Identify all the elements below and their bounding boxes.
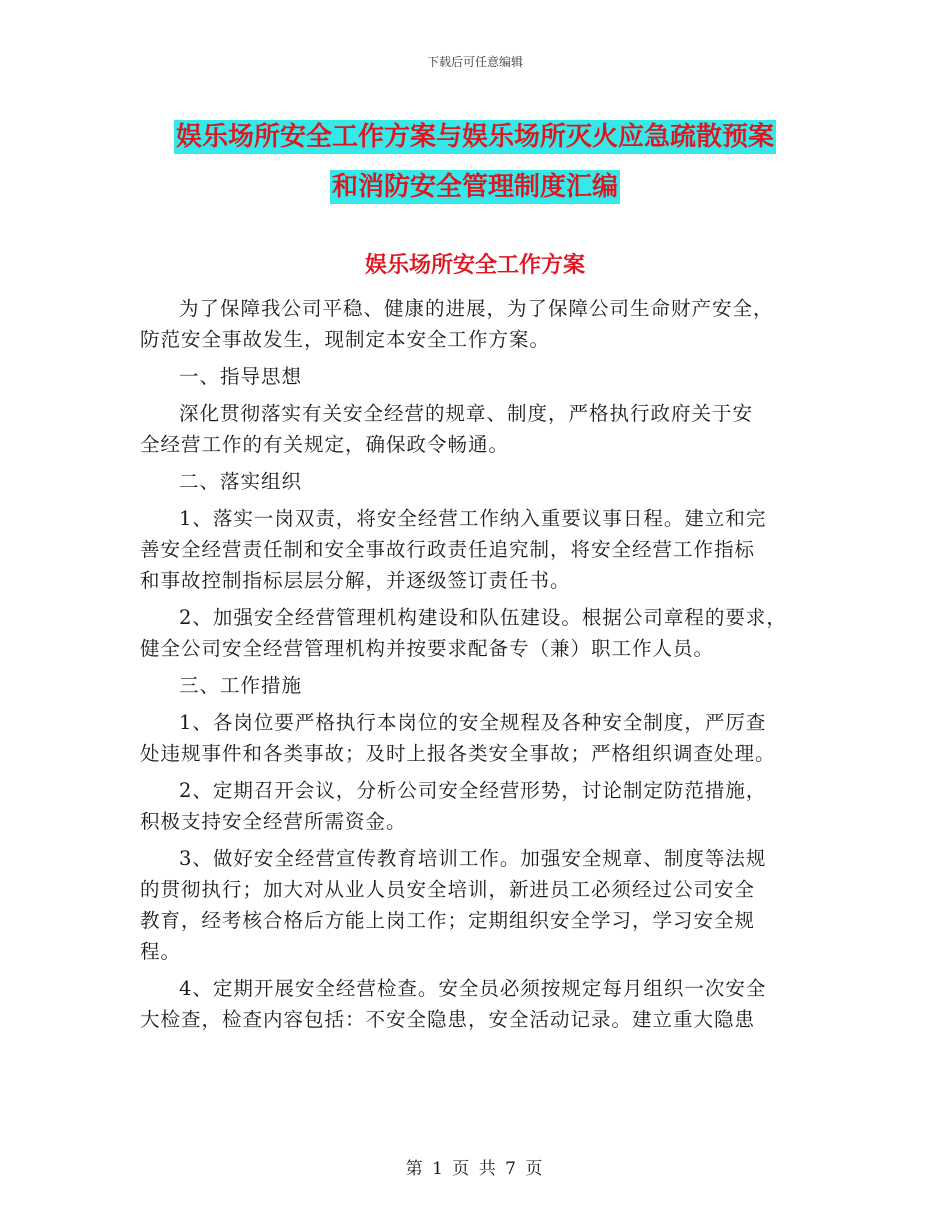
paragraph	[140, 602, 815, 664]
paragraph	[140, 775, 815, 837]
paragraph-line: 4、定期开展安全经营检查。安全员必须按规定每月组织一次安全	[179, 977, 767, 1000]
title-line-1: 娱乐场所安全工作方案与娱乐场所灭火应急疏散预案	[175, 122, 774, 152]
paragraph-line: 程。	[140, 940, 182, 963]
paragraph-line: 深化贯彻落实有关安全经营的规章、制度，严格执行政府关于安	[179, 402, 754, 425]
paragraph-line: 积极支持安全经营所需资金。	[140, 810, 407, 833]
paragraph-line: 三、工作措施	[179, 674, 303, 697]
paragraph-line: 防范安全事故发生，现制定本安全工作方案。	[140, 328, 551, 351]
paragraph-line: 处违规事件和各类事故；及时上报各类安全事故；严格组织调查处理。	[140, 742, 776, 765]
paragraph	[140, 466, 815, 497]
section-title: 娱乐场所安全工作方案	[364, 252, 585, 278]
paragraph-line: 1、落实一岗双责，将安全经营工作纳入重要议事日程。建立和完	[179, 507, 767, 530]
paragraph-line: 健全公司安全经营管理机构并按要求配备专（兼）职工作人员。	[140, 637, 715, 660]
paragraph-line: 和事故控制指标层层分解，并逐级签订责任书。	[140, 569, 571, 592]
header-note: 下载后可任意编辑	[426, 55, 523, 69]
paragraph-line: 全经营工作的有关规定，确保政令畅通。	[140, 433, 510, 456]
title-line-2: 和消防安全管理制度汇编	[331, 172, 618, 202]
paragraph	[140, 670, 815, 701]
paragraph-line: 3、做好安全经营宣传教育培训工作。加强安全规章、制度等法规	[179, 847, 767, 870]
body-text	[140, 293, 815, 1041]
paragraph	[140, 843, 815, 967]
paragraph-line: 2、定期召开会议，分析公司安全经营形势，讨论制定防范措施，	[179, 779, 767, 802]
paragraph-line: 一、指导思想	[179, 365, 303, 388]
page-footer: 第 1 页 共 7 页	[405, 1159, 545, 1179]
paragraph	[140, 973, 815, 1035]
paragraph	[140, 398, 815, 460]
paragraph-line: 善安全经营责任制和安全事故行政责任追究制，将安全经营工作指标	[140, 538, 756, 561]
paragraph-line: 2、加强安全经营管理机构建设和队伍建设。根据公司章程的要求，	[179, 606, 787, 629]
document-title	[0, 112, 950, 212]
paragraph	[140, 293, 815, 355]
paragraph-line: 大检查，检查内容包括：不安全隐患，安全活动记录。建立重大隐患	[140, 1008, 756, 1031]
paragraph	[140, 707, 815, 769]
paragraph-line: 教育，经考核合格后方能上岗工作；定期组织安全学习，学习安全规	[140, 909, 756, 932]
paragraph-line: 为了保障我公司平稳、健康的进展，为了保障公司生命财产安全，	[179, 297, 774, 320]
paragraph-line: 1、各岗位要严格执行本岗位的安全规程及各种安全制度，严厉查	[179, 711, 767, 734]
paragraph	[140, 361, 815, 392]
paragraph-line: 的贯彻执行；加大对从业人员安全培训，新进员工必须经过公司安全	[140, 878, 756, 901]
paragraph-line: 二、落实组织	[179, 470, 303, 493]
paragraph	[140, 503, 815, 596]
